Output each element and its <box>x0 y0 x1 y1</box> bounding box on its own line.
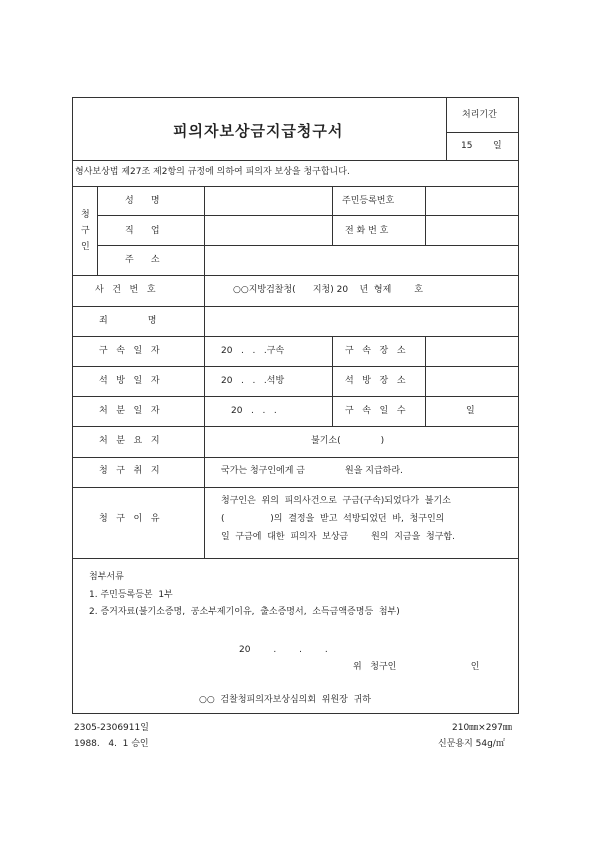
claim-purpose-value: 국가는 청구인에게 금 원을 지급하라. <box>221 466 403 476</box>
addressee: ○○ 검찰청피의자보상심의회 위원장 귀하 <box>199 695 371 705</box>
processing-days: 15 <box>461 141 473 151</box>
date-line: 20 . . . <box>239 645 328 655</box>
claim-reason-line-1: 청구인은 위의 피의사건으로 구금(구속)되었다가 불기소 <box>221 496 451 506</box>
intro-text: 형사보상법 제27조 제2항의 규정에 의하여 피의자 보상을 청구합니다. <box>75 167 350 177</box>
resident-number-label: 주민등록번호 <box>342 196 395 206</box>
form-code: 2305-2306911일 <box>74 723 149 733</box>
divider <box>425 336 426 426</box>
claimant-label-1: 청 <box>81 210 90 220</box>
job-label: 직 업 <box>125 226 160 236</box>
disposition-gist-label: 처 분 요 지 <box>99 436 160 446</box>
divider <box>332 186 333 246</box>
detention-date-value: 20 . . .구속 <box>221 346 285 356</box>
claim-form <box>72 97 519 714</box>
disposition-date-value: 20 . . . <box>231 406 277 416</box>
divider <box>97 186 98 275</box>
divider <box>73 336 519 337</box>
divider <box>73 186 519 187</box>
claim-purpose-label: 청 구 취 지 <box>99 466 160 476</box>
attachment-item-2: 2. 증거자료(불기소증명, 공소부제기이유, 출소증명서, 소득금액증명등 첨부) <box>89 607 400 617</box>
divider <box>73 396 519 397</box>
release-date-label: 석 방 일 자 <box>99 376 160 386</box>
divider <box>73 487 519 488</box>
case-number-value: ○○지방검찰청( 지청) 20 년 형제 호 <box>233 285 423 295</box>
address-label: 주 소 <box>125 255 160 265</box>
detention-place-label: 구 속 장 소 <box>345 346 406 356</box>
processing-period-label: 처리기간 <box>462 110 497 120</box>
phone-label: 전 화 번 호 <box>345 226 389 236</box>
attachment-item-1: 1. 주민등록등본 1부 <box>89 590 173 600</box>
detention-days-label: 구 속 일 수 <box>345 406 406 416</box>
detention-date-label: 구 속 일 자 <box>99 346 160 356</box>
divider <box>446 132 519 133</box>
claim-reason-line-2: ( )의 결정을 받고 석방되었던 바, 청구인의 <box>221 514 445 524</box>
detention-days-unit: 일 <box>466 406 475 416</box>
claim-reason-line-3: 일 구금에 대한 피의자 보상금 원의 지금을 청구함. <box>221 532 455 542</box>
name-label: 성 명 <box>125 196 160 206</box>
divider <box>73 306 519 307</box>
release-place-label: 석 방 장 소 <box>345 376 406 386</box>
paper-type: 신문용지 54g/㎡ <box>438 739 505 749</box>
divider <box>97 215 519 216</box>
divider <box>446 98 447 160</box>
divider <box>73 558 519 559</box>
divider <box>425 186 426 246</box>
disposition-date-label: 처 분 일 자 <box>99 406 160 416</box>
divider <box>97 245 519 246</box>
attachments-title: 첨부서류 <box>89 572 124 582</box>
case-number-label: 사 건 번 호 <box>95 285 156 295</box>
divider <box>332 336 333 426</box>
divider <box>73 160 519 161</box>
form-title: 피의자보상금지급청구서 <box>173 122 344 140</box>
paper-size: 210㎜×297㎜ <box>452 723 512 733</box>
crime-label: 죄 명 <box>99 316 157 326</box>
divider <box>73 426 519 427</box>
approval-date: 1988. 4. 1 승인 <box>74 739 149 749</box>
processing-days-unit: 일 <box>493 141 502 151</box>
claimant-label-2: 구 <box>81 226 90 236</box>
divider <box>73 457 519 458</box>
claim-reason-label: 청 구 이 유 <box>99 514 160 524</box>
divider <box>73 366 519 367</box>
signer-line: 위 청구인 인 <box>353 662 480 672</box>
disposition-gist-value: 불기소( ) <box>311 436 385 446</box>
claimant-label-3: 인 <box>81 242 90 252</box>
release-date-value: 20 . . .석방 <box>221 376 285 386</box>
divider <box>204 186 205 558</box>
divider <box>73 275 519 276</box>
